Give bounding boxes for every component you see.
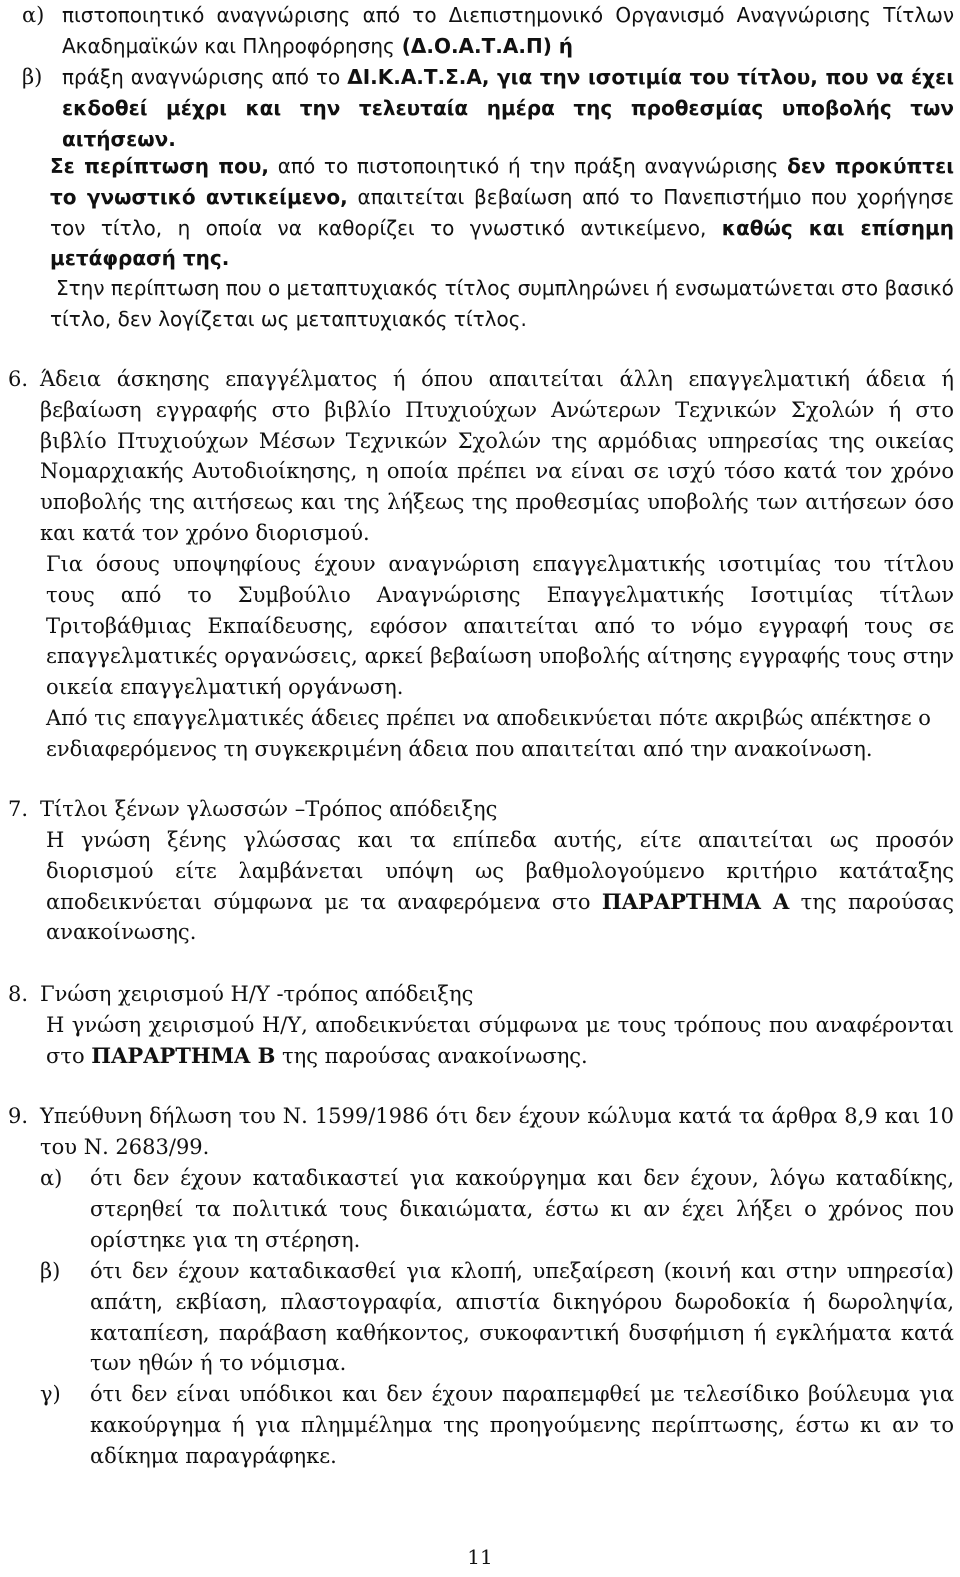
item-9-heading: Υπεύθυνη δήλωση του Ν. 1599/1986 ότι δεν έχουν κώλυμα κατά τα άρθρα 8,9 και 10 του Ν. 2683/99. [40,1104,954,1159]
recognition-certificate-item [62,0,954,62]
list-marker-a: α) [22,3,45,27]
item-8-text [46,1010,954,1072]
item-7-text-end: της παρούσας ανακοίνωσης. [46,889,954,945]
annex-a-reference: ΠΑΡΑΡΤΗΜΑ Α [601,888,790,914]
note-emphasis-2: καθώς και επίσημη μετάφρασή της. [50,215,954,271]
recognition-act-text: πράξη αναγνώρισης από το [62,65,348,89]
item-9-clause-b: ότι δεν έχουν καταδικασθεί για κλοπή, υπεξαίρεση (κοινή και στην υπηρεσία) απάτη, εκβίαση, πλαστογραφία, απιστία δικηγόρου δωροδοκία ή δωροληψία, καταπίεση, παράβαση καθήκοντος, συκοφαντική δυσφήμιση ή εγκλήματα κατά των ηθών ή το νόμισμα. [90,1259,954,1376]
item-8-text-end: της παρούσας ανακοίνωσης. [275,1043,588,1068]
item-8-number: 8. [8,982,29,1006]
dikatsa-equivalence-text: ΔΙ.Κ.Α.Τ.Σ.Α, για την ισοτιμία του τίτλου, που να έχει εκδοθεί μέχρι και την τελευταία ημέρα της προθεσμίας υποβολής των αιτήσεων. [62,65,954,151]
note-emphasis-1: δεν προκύπτει το γνωστικό αντικείμενο, [50,154,954,209]
item-6-text: Άδεια άσκησης επαγγέλματος ή όπου απαιτείται άλλη επαγγελματική άδεια ή βεβαίωση εγγραφής στο βιβλίο Πτυχιούχων Ανώτερων Τεχνικών Σχολών ή στο βιβλίο Πτυχιούχων Μέσων Τεχνικών Σχολών της αρμόδιας υπηρεσίας της οικείας Νομαρχιακής Αυτοδιοίκησης, η οποία πρέπει να είναι σε ισχύ τόσο κατά τον χρόνο υποβολής της αιτήσεως και της λήξεως της προθεσμίας υποβολής των αιτήσεων όσο και κατά τον χρόνο διορισμού. [40,367,954,545]
item-9-marker-a: α) [40,1166,63,1190]
item-8-text-start: Η γνώση χειρισμού Η/Υ, αποδεικνύεται σύμφωνα με τους τρόπους που αναφέρονται στο [46,1013,954,1068]
note-text-2: απαιτείται βεβαίωση από το Πανεπιστήμιο που χορήγησε τον τίτλο, η οποία να καθορίζει το γνωστικό αντικείμενο, [50,184,955,240]
subject-certificate-note [50,151,954,274]
annex-b-reference: ΠΑΡΑΡΤΗΜΑ Β [91,1042,276,1068]
item-7-text-start: Η γνώση ξένης γλώσσας και τα επίπεδα αυτής, είτε απαιτείται ως προσόν διορισμού είτε λαμβάνεται υπόψη ως βαθμολογούμενο κριτήριο κατάταξης αποδεικνύεται σύμφωνα με τα αναφερόμενα στο [46,828,954,914]
item-6-number: 6. [8,367,29,391]
item-9-marker-c: γ) [40,1382,61,1406]
item-9-clause-a: ότι δεν έχουν καταδικαστεί για κακούργημα και δεν έχουν, λόγω καταδίκης, στερηθεί τα πολιτικά τους δικαιώματα, έστω κι αν έχει λήξει ο χρόνος που ορίστηκε για τη στέρηση. [90,1166,954,1252]
recognition-act-item [62,62,954,154]
note-text-1: από το πιστοποιητικό ή την πράξη αναγνώρισης [268,154,788,178]
item-9-marker-b: β) [40,1259,61,1283]
list-marker-b: β) [22,65,43,89]
page-number: 11 [467,1545,493,1569]
note-lead: Σε περίπτωση που, [50,154,269,178]
item-7-number: 7. [8,797,29,821]
item-9-clause-c: ότι δεν είναι υπόδικοι και δεν έχουν παραπεμφθεί με τελεσίδικο βούλευμα για κακούργημα ή για πλημμέλημα της προηγούμενης περίπτωσης, έστω κι αν το αδίκημα παραγράφηκε. [90,1382,954,1468]
item-8-heading: Γνώση χειρισμού Η/Υ -τρόπος απόδειξης [40,982,474,1006]
postgraduate-note: Στην περίπτωση που ο μεταπτυχιακός τίτλος συμπληρώνει ή ενσωματώνεται στο βασικό τίτλο, δεν λογίζεται ως μεταπτυχιακός τίτλος. [50,276,954,331]
doatap-abbrev: (Δ.Ο.Α.Τ.Α.Π) ή [394,33,574,58]
item-7-heading: Τίτλοι ξένων γλωσσών –Τρόπος απόδειξης [40,797,498,821]
item-6-equivalence-paragraph: Για όσους υποψηφίους έχουν αναγνώριση επαγγελματικής ισοτιμίας του τίτλου τους από το Συμβούλιο Αναγνώρισης Επαγγελματικής Ισοτιμίας τίτλων Τριτοβάθμιας Εκπαίδευσης, εφόσον απαιτείται από το νόμο εγγραφή τους σε επαγγελματικές οργανώσεις, αρκεί βεβαίωση υποβολής αίτησης εγγραφής τους στην οικεία επαγγελματική οργάνωση. [46,552,954,700]
item-9-number: 9. [8,1104,29,1128]
item-7-text [46,825,954,948]
item-6-license-paragraph: Από τις επαγγελματικές άδειες πρέπει να αποδεικνύεται πότε ακριβώς απέκτησε ο ενδιαφερόμενος τη συγκεκριμένη άδεια που απαιτείται από την ανακοίνωση. [46,706,931,761]
recognition-certificate-text: πιστοποιητικό αναγνώρισης από το Διεπιστημονικό Οργανισμό Αναγνώρισης Τίτλων Ακαδημαϊκών και Πληροφόρησης [62,3,954,58]
